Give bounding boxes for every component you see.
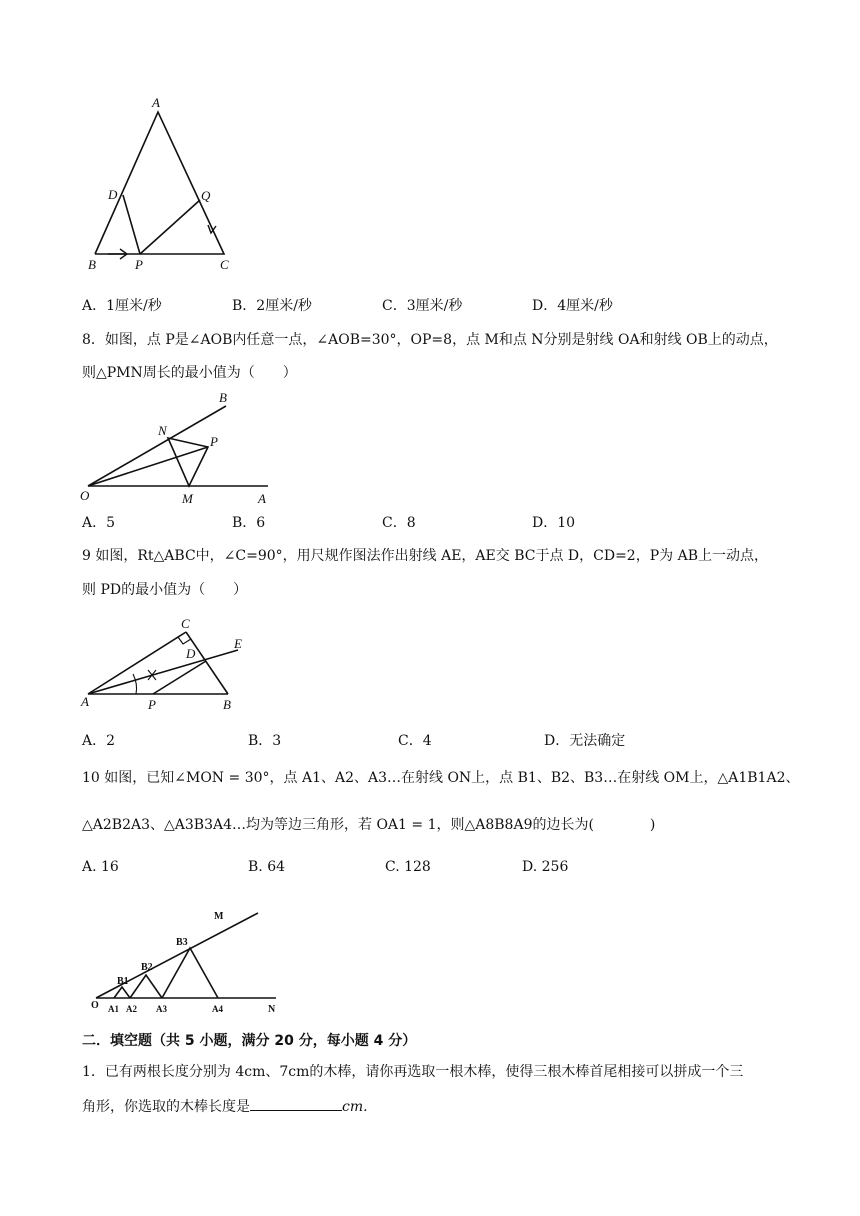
q7-option-c: C．3厘米/秒: [382, 298, 463, 314]
q8-option-a: A．5: [82, 515, 116, 531]
q10-option-d: D. 256: [522, 859, 569, 875]
q9-option-c: C．4: [398, 733, 432, 749]
q8-option-b: B．6: [232, 515, 266, 531]
label-A2: A2: [126, 1004, 137, 1014]
q7-option-a: A．1厘米/秒: [82, 298, 162, 314]
fill1-line2: [82, 1096, 368, 1117]
label-B1: B1: [117, 976, 129, 987]
label-C: C: [220, 257, 229, 272]
label-B: B: [223, 697, 231, 712]
label-B2: B2: [141, 962, 153, 973]
label-O: O: [80, 488, 90, 503]
label-B: B: [219, 390, 227, 405]
label-A1: A1: [108, 1004, 119, 1014]
label-P: P: [210, 434, 218, 449]
q8-option-c: C．8: [382, 515, 416, 531]
label-A: A: [81, 694, 89, 709]
q8-stem-line2: 则△PMN周长的最小值为（ ）: [82, 365, 297, 381]
label-B3: B3: [176, 937, 188, 948]
label-A4: A4: [212, 1004, 223, 1014]
q9-stem-line2: 则 PD的最小值为（ ）: [82, 582, 248, 598]
q10-option-b: B. 64: [248, 859, 286, 875]
label-B: B: [88, 257, 96, 272]
label-O: O: [91, 1000, 99, 1011]
q8-stem-line1: 8．如图，点 P是∠AOB内任意一点，∠AOB=30°，OP=8，点 M和点 N分别是射线 OA和射线 OB上的动点，: [82, 332, 778, 348]
figure-q8-angle: [78, 388, 278, 508]
label-E: E: [234, 636, 242, 651]
q8-option-d: D．10: [532, 515, 576, 531]
fill1-line1: 1．已有两根长度分别为 4cm、7cm的木棒，请你再选取一根木棒，使得三根木棒首尾相接可以拼成一个三: [82, 1064, 744, 1080]
q9-option-d: D．无法确定: [544, 733, 626, 749]
label-D: D: [108, 187, 118, 202]
q9-option-a: A．2: [82, 733, 116, 749]
fill1-line2-prefix: 角形，你选取的木棒长度是: [82, 1099, 250, 1115]
label-N: N: [158, 423, 167, 438]
label-P: P: [148, 697, 156, 712]
label-A: A: [152, 95, 160, 110]
label-A3: A3: [156, 1004, 167, 1014]
label-N: N: [268, 1004, 276, 1015]
label-M: M: [214, 911, 224, 922]
q7-option-d: D．4厘米/秒: [532, 298, 613, 314]
label-P: P: [135, 257, 143, 272]
section-title: 二．填空题（共 5 小题，满分 20 分，每小题 4 分）: [82, 1033, 417, 1049]
label-C: C: [181, 616, 190, 631]
figure-q7-triangle: [80, 92, 240, 277]
label-M: M: [182, 491, 193, 506]
figure-q9-right-triangle: [78, 612, 258, 714]
fill1-unit: cm.: [342, 1099, 368, 1115]
q10-option-a: A. 16: [82, 859, 119, 875]
q10-stem-line2: △A2B2A3、△A3B3A4…均为等边三角形，若 OA1 = 1，则△A8B8A9的边长为( ): [82, 817, 656, 833]
q10-stem-line1: 10 如图，已知∠MON = 30°，点 A1、A2、A3…在射线 ON上，点 B1、B2、B3…在射线 OM上，△A1B1A2、: [82, 770, 800, 786]
q9-stem-line1: 9 如图，Rt△ABC中，∠C=90°，用尺规作图法作出射线 AE，AE交 BC于点 D，CD=2，P为 AB上一动点，: [82, 548, 768, 564]
q10-option-c: C. 128: [385, 859, 431, 875]
q7-option-b: B．2厘米/秒: [232, 298, 312, 314]
figure-q10-equilateral-chain: [88, 905, 288, 1020]
answer-blank[interactable]: [250, 1096, 342, 1111]
q9-option-b: B．3: [248, 733, 282, 749]
label-A: A: [258, 491, 266, 506]
label-Q: Q: [201, 188, 211, 203]
label-D: D: [186, 646, 196, 661]
